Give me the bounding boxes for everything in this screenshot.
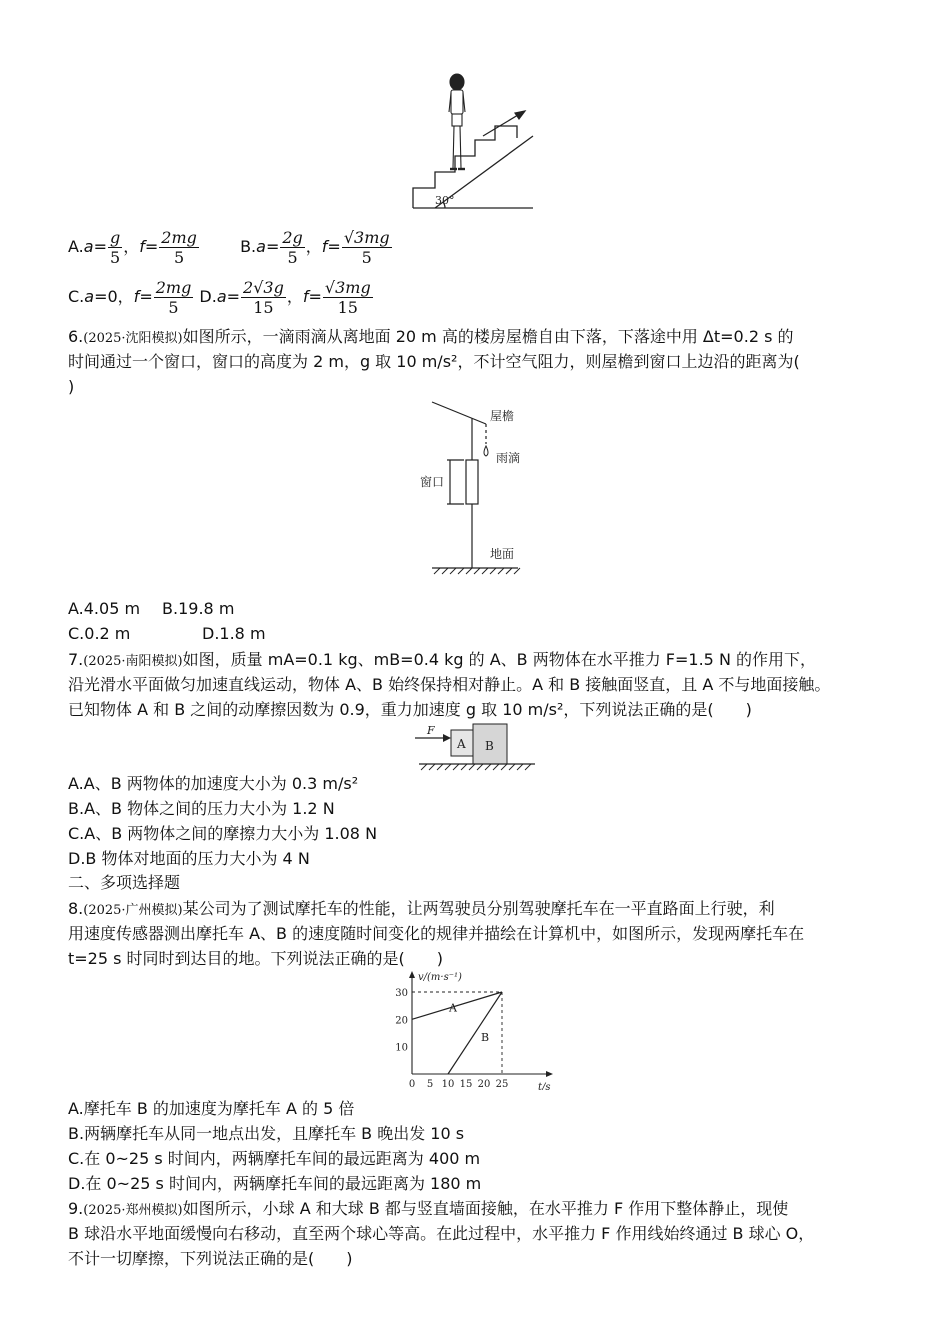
q7-stem-line-1: 7.(2025·南阳模拟)如图，质量 mA=0.1 kg、mB=0.4 kg 的 A、B 两物体在水平推力 F=1.5 N 的作用下， — [68, 650, 817, 669]
block-a-label: A — [457, 737, 466, 751]
q5-option-d[interactable]: D.a= $\frac{2√3g}{15}$ ，f= $\frac{√3mg}{15}$ — [199, 278, 371, 317]
q5-option-c[interactable]: C.a=0，f= $\frac{2mg}{5}$ — [68, 278, 192, 317]
question-source: (2025·南阳模拟) — [83, 654, 183, 669]
q8-stem-line-2: 用速度传感器测出摩托车 A、B 的速度随时间变化的规律并描绘在计算机中，如图所示，发现两摩托车在 — [68, 924, 805, 943]
q7-stem-line-3: 已知物体 A 和 B 之间的动摩擦因数为 0.9，重力加速度 g 取 10 m/s²，下列说法正确的是( ) — [68, 700, 752, 719]
question-source: (2025·沈阳模拟) — [83, 331, 183, 346]
direction-arrow-icon — [483, 111, 525, 136]
velocity-time-chart — [390, 968, 560, 1090]
x-axis-label: t/s — [538, 1082, 551, 1090]
q7-option-d[interactable]: D.B 物体对地面的压力大小为 4 N — [68, 849, 310, 868]
blocks-figure — [415, 722, 537, 772]
angle-label: 30° — [435, 194, 455, 207]
q5-option-a[interactable]: A.a= $\frac{g}{5}$ ，f= $\frac{2mg}{5}$ — [68, 228, 197, 267]
section-heading: 二、多项选择题 — [68, 873, 181, 892]
question-source: (2025·郑州模拟) — [83, 1203, 183, 1218]
fraction: $\frac{2mg}{5}$ — [161, 228, 197, 267]
series-label-a: A — [449, 1001, 457, 1015]
q6-option-a[interactable]: A.4.05 m — [68, 599, 141, 618]
ground-hatch-icon — [434, 568, 520, 574]
q7-stem-line-2: 沿光滑水平面做匀加速直线运动，物体 A、B 始终保持相对静止。A 和 B 接触面竖直，且 A 不与地面接触。 — [68, 675, 831, 694]
q9-stem-line-3: 不计一切摩擦，下列说法正确的是( ) — [68, 1249, 353, 1268]
q9-stem-line-2: B 球沿水平地面缓慢向右移动，直至两个球心等高。在此过程中，水平推力 F 作用线始终通过 B 球心 O， — [68, 1224, 815, 1243]
q6-stem-line-1: 6.(2025·沈阳模拟)如图所示，一滴雨滴从离地面 20 m 高的楼房屋檐自由下落，下落途中用 Δt=0.2 s 的 — [68, 327, 794, 346]
staircase-figure — [405, 70, 545, 212]
y-axis-label: v/(m·s⁻¹) — [418, 972, 462, 983]
q6-stem-line-2: 时间通过一个窗口，窗口的高度为 2 m，g 取 10 m/s²，不计空气阻力，则屋檐到窗口上边沿的距离为( — [68, 352, 800, 371]
x-tick-label: 25 — [495, 1079, 509, 1090]
q6-option-b[interactable]: B.19.8 m — [162, 599, 235, 618]
eave-label: 屋檐 — [490, 409, 515, 423]
y-tick-label: 10 — [395, 1042, 408, 1054]
q6-option-c[interactable]: C.0.2 m — [68, 624, 131, 643]
q7-option-a[interactable]: A.A、B 两物体的加速度大小为 0.3 m/s² — [68, 774, 359, 793]
x-tick-label: 15 — [459, 1079, 473, 1090]
building-icon — [432, 402, 521, 568]
series-label-b: B — [481, 1031, 490, 1044]
block-b-label: B — [485, 739, 494, 753]
y-tick-label: 30 — [395, 988, 408, 999]
boy-icon — [449, 74, 465, 169]
q7-option-b[interactable]: B.A、B 物体之间的压力大小为 1.2 N — [68, 799, 335, 818]
q8-stem-line-1: 8.(2025·广州模拟)某公司为了测试摩托车的性能，让两驾驶员分别驾驶摩托车在一平直路面上行驶，利 — [68, 899, 775, 918]
raindrop-label: 雨滴 — [496, 451, 521, 465]
force-arrowhead-icon — [443, 734, 451, 742]
q7-option-c[interactable]: C.A、B 两物体之间的摩擦力大小为 1.08 N — [68, 824, 378, 843]
fraction: $\frac{2g}{5}$ — [282, 228, 303, 267]
q5-option-row-1 — [68, 228, 393, 267]
q6-option-row-1 — [68, 598, 234, 620]
x-tick-label: 5 — [426, 1079, 434, 1090]
raindrop-window-figure — [420, 396, 540, 578]
q8-stem-line-3: t=25 s 时同时到达目的地。下列说法正确的是( ) — [68, 949, 444, 968]
q5-option-b[interactable]: B.a= $\frac{2g}{5}$ ，f= $\frac{√3mg}{5}$ — [240, 228, 390, 267]
series-line-a — [412, 992, 502, 1019]
q5-option-row-2 — [68, 278, 374, 317]
y-axis-arrow-icon — [409, 971, 415, 978]
staircase-icon — [413, 126, 533, 208]
x-tick-label: 20 — [477, 1079, 491, 1090]
fraction: $\frac{2mg}{5}$ — [155, 278, 192, 317]
raindrop-icon — [484, 446, 488, 456]
y-tick-label: 20 — [395, 1015, 408, 1027]
fraction: $\frac{√3mg}{15}$ — [324, 278, 371, 317]
x-tick-label: 0 — [408, 1079, 416, 1090]
fraction: $\frac{2√3g}{15}$ — [243, 278, 284, 317]
fraction: $\frac{√3mg}{5}$ — [343, 228, 390, 267]
q8-option-b[interactable]: B.两辆摩托车从同一地点出发，且摩托车 B 晚出发 10 s — [68, 1124, 465, 1143]
question-source: (2025·广州模拟) — [83, 903, 183, 918]
q9-stem-line-1: 9.(2025·郑州模拟)如图所示，小球 A 和大球 B 都与竖直墙面接触，在水平推力 F 作用下整体静止，现使 — [68, 1199, 789, 1218]
ground-label: 地面 — [490, 547, 515, 561]
q8-option-d[interactable]: D.在 0~25 s 时间内，两辆摩托车间的最远距离为 180 m — [68, 1174, 482, 1193]
q8-option-c[interactable]: C.在 0~25 s 时间内，两辆摩托车间的最远距离为 400 m — [68, 1149, 481, 1168]
q6-option-row-2 — [68, 623, 266, 645]
force-label: F — [427, 724, 435, 737]
q8-option-a[interactable]: A.摩托车 B 的加速度为摩托车 A 的 5 倍 — [68, 1099, 355, 1118]
window-label: 窗口 — [420, 475, 445, 489]
fraction: $\frac{g}{5}$ — [109, 228, 121, 267]
q6-stem-line-3: ) — [68, 377, 75, 396]
x-tick-label: 10 — [441, 1079, 455, 1090]
floor-hatch-icon — [421, 764, 531, 770]
x-axis-arrow-icon — [546, 1071, 553, 1077]
q6-option-d[interactable]: D.1.8 m — [202, 624, 266, 643]
